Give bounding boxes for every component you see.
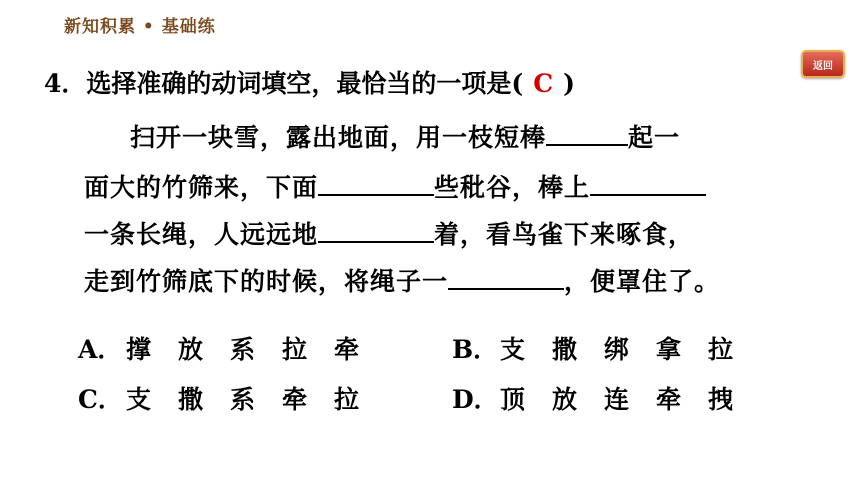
passage-text: 一条长绳，人远远地 [84, 220, 319, 249]
blank-4 [318, 217, 434, 243]
passage-line-2 [84, 168, 706, 204]
option-words: 支撒绑拿拉 [500, 335, 761, 364]
option-letter: B． [452, 335, 499, 364]
blank-2 [318, 170, 434, 196]
passage-text: 走到竹筛底下的时候，将绳子一 [84, 267, 449, 296]
answer-letter: C [533, 69, 554, 98]
option-c[interactable] [78, 380, 386, 416]
passage-line-3 [84, 215, 694, 251]
option-letter: A． [78, 335, 123, 364]
option-words: 顶放连牵拽 [500, 385, 761, 414]
option-letter: D． [452, 385, 499, 414]
option-b[interactable] [452, 330, 760, 366]
question-prompt [44, 64, 575, 100]
passage-text: 着，看鸟雀下来啄食， [434, 220, 695, 249]
blank-3 [590, 170, 706, 196]
question-number: 4． [44, 69, 87, 98]
back-button[interactable]: 返回 [801, 50, 845, 78]
option-words: 撑放系拉牵 [126, 335, 387, 364]
passage-text: 些秕谷，棒上 [434, 173, 591, 202]
option-words: 支撒系牵拉 [126, 385, 387, 414]
option-a[interactable] [78, 330, 386, 366]
option-d[interactable] [452, 380, 760, 416]
option-letter: C． [78, 385, 123, 414]
passage-text: ，便罩住了。 [564, 267, 721, 296]
passage-line-1 [130, 118, 680, 154]
header-bar [0, 0, 860, 44]
passage-text: 扫开一块雪，露出地面，用一枝短棒 [130, 123, 547, 152]
passage-line-4 [84, 262, 720, 298]
section-title: 新知积累 • 基础练 [64, 17, 216, 37]
passage-text: 起一 [628, 123, 681, 152]
question-text: 选择准确的动词填空，最恰当的一项是( [86, 69, 524, 98]
passage-text: 面大的竹筛来，下面 [84, 173, 319, 202]
question-close: ) [563, 69, 575, 98]
blank-5 [448, 264, 564, 290]
blank-1 [546, 120, 628, 146]
